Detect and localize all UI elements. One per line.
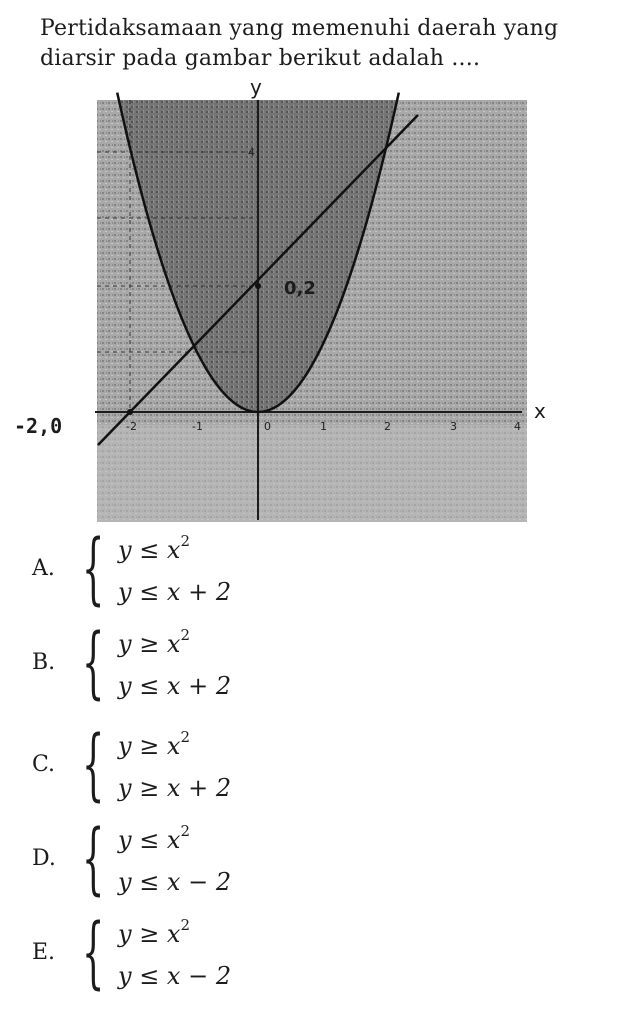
inequality-1: $y \le x^2$ [118, 822, 191, 854]
option-letter: C. [32, 752, 56, 777]
origin-label: 0 [264, 420, 271, 433]
option-letter: A. [32, 556, 55, 581]
y-axis-label: y [250, 75, 262, 99]
option-letter: B. [32, 650, 56, 675]
inequality-1: $y \ge x^2$ [118, 626, 191, 658]
point-label-left: -2,0 [14, 414, 63, 438]
tick-y-4: 4 [248, 146, 255, 159]
option-letter: E. [32, 940, 56, 965]
inequality-1: $y \le x^2$ [118, 532, 191, 564]
option-b[interactable] [32, 618, 332, 714]
question-line-2: diarsir pada gambar berikut adalah .... [40, 46, 481, 71]
inequality-2: y ≤ x + 2 [118, 672, 232, 700]
inequality-2: y ≤ x − 2 [118, 868, 232, 896]
inequality-1: $y \ge x^2$ [118, 916, 191, 948]
option-d[interactable] [32, 814, 332, 910]
point-intercept-y [255, 283, 261, 289]
tick-x-3: 3 [450, 420, 457, 433]
point-intercept-x [127, 409, 133, 415]
option-e[interactable] [32, 908, 332, 1004]
tick-x-neg1: -1 [192, 420, 203, 433]
tick-x-2: 2 [384, 420, 391, 433]
tick-x-4: 4 [514, 420, 521, 433]
brace-icon: { [82, 814, 105, 904]
brace-icon: { [82, 720, 105, 810]
shaded-region [97, 93, 527, 522]
option-letter: D. [32, 846, 56, 871]
inequality-1: $y \ge x^2$ [118, 728, 191, 760]
question-line-1: Pertidaksamaan yang memenuhi daerah yang [40, 16, 559, 41]
tick-x-1: 1 [320, 420, 327, 433]
tick-x-neg2: -2 [126, 420, 137, 433]
point-label-intercept: 0,2 [284, 278, 316, 299]
option-c[interactable] [32, 720, 332, 816]
brace-icon: { [82, 618, 105, 708]
brace-icon: { [82, 908, 105, 998]
x-axis-label: x [534, 399, 546, 423]
inequality-2: y ≤ x + 2 [118, 578, 232, 606]
brace-icon: { [82, 524, 105, 614]
inequality-2: y ≥ x + 2 [118, 774, 232, 802]
option-a[interactable] [32, 524, 332, 620]
inequality-2: y ≤ x − 2 [118, 962, 232, 990]
